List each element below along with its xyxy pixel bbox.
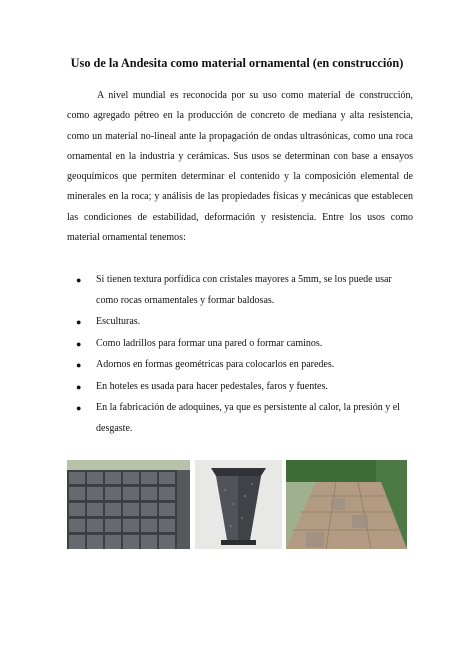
document-title: Uso de la Andesita como material ornamental (en construcción) (70, 56, 404, 70)
list-item: ● En hoteles es usada para hacer pedestales, faros y fuentes. (67, 377, 413, 398)
stone-blocks-photo (67, 460, 190, 549)
photo-strip (67, 460, 407, 549)
bullet-icon: ● (76, 338, 82, 349)
list-item: ● En la fabricación de adoquines, ya que es persistente al calor, la presión y el desgaste. (67, 398, 413, 439)
stone-basin-photo (195, 460, 282, 549)
intro-paragraph: A nivel mundial es reconocida por su uso como material de construcción, como agregado pétreo en la producción de concreto de mediana y alta resistencia, como un material no-lineal ante la propagación de ondas ultrasónicas, como una roca ornamental en la industria y cerámicas. Sus usos se determinan con base a ensayos geoquímicos que permiten determinar el contenido y la composición elemental de minerales en la roca; y análisis de las propiedades físicas y mecánicas que establecen las condiciones de estabilidad, deformación y resistencia. Entre los usos como material ornamental tenemos: (67, 90, 413, 244)
list-item: ● Esculturas. (67, 312, 413, 333)
list-item: ● Adornos en formas geométricas para colocarlos en paredes. (67, 355, 413, 376)
bullet-icon: ● (76, 403, 82, 413)
bullet-icon: ● (76, 360, 82, 370)
bullet-icon: ● (76, 275, 82, 285)
uses-list (67, 270, 413, 440)
list-item: ● Como ladrillos para formar una pared o formar caminos. (67, 334, 413, 355)
bullet-icon: ● (76, 317, 82, 327)
document-body (67, 86, 413, 248)
bullet-icon: ● (76, 381, 82, 392)
paved-path-photo (286, 460, 407, 549)
list-item: ● Si tienen textura porfídica con cristales mayores a 5mm, se los puede usar como rocas ornamentales y formar baldosas. (67, 270, 413, 311)
